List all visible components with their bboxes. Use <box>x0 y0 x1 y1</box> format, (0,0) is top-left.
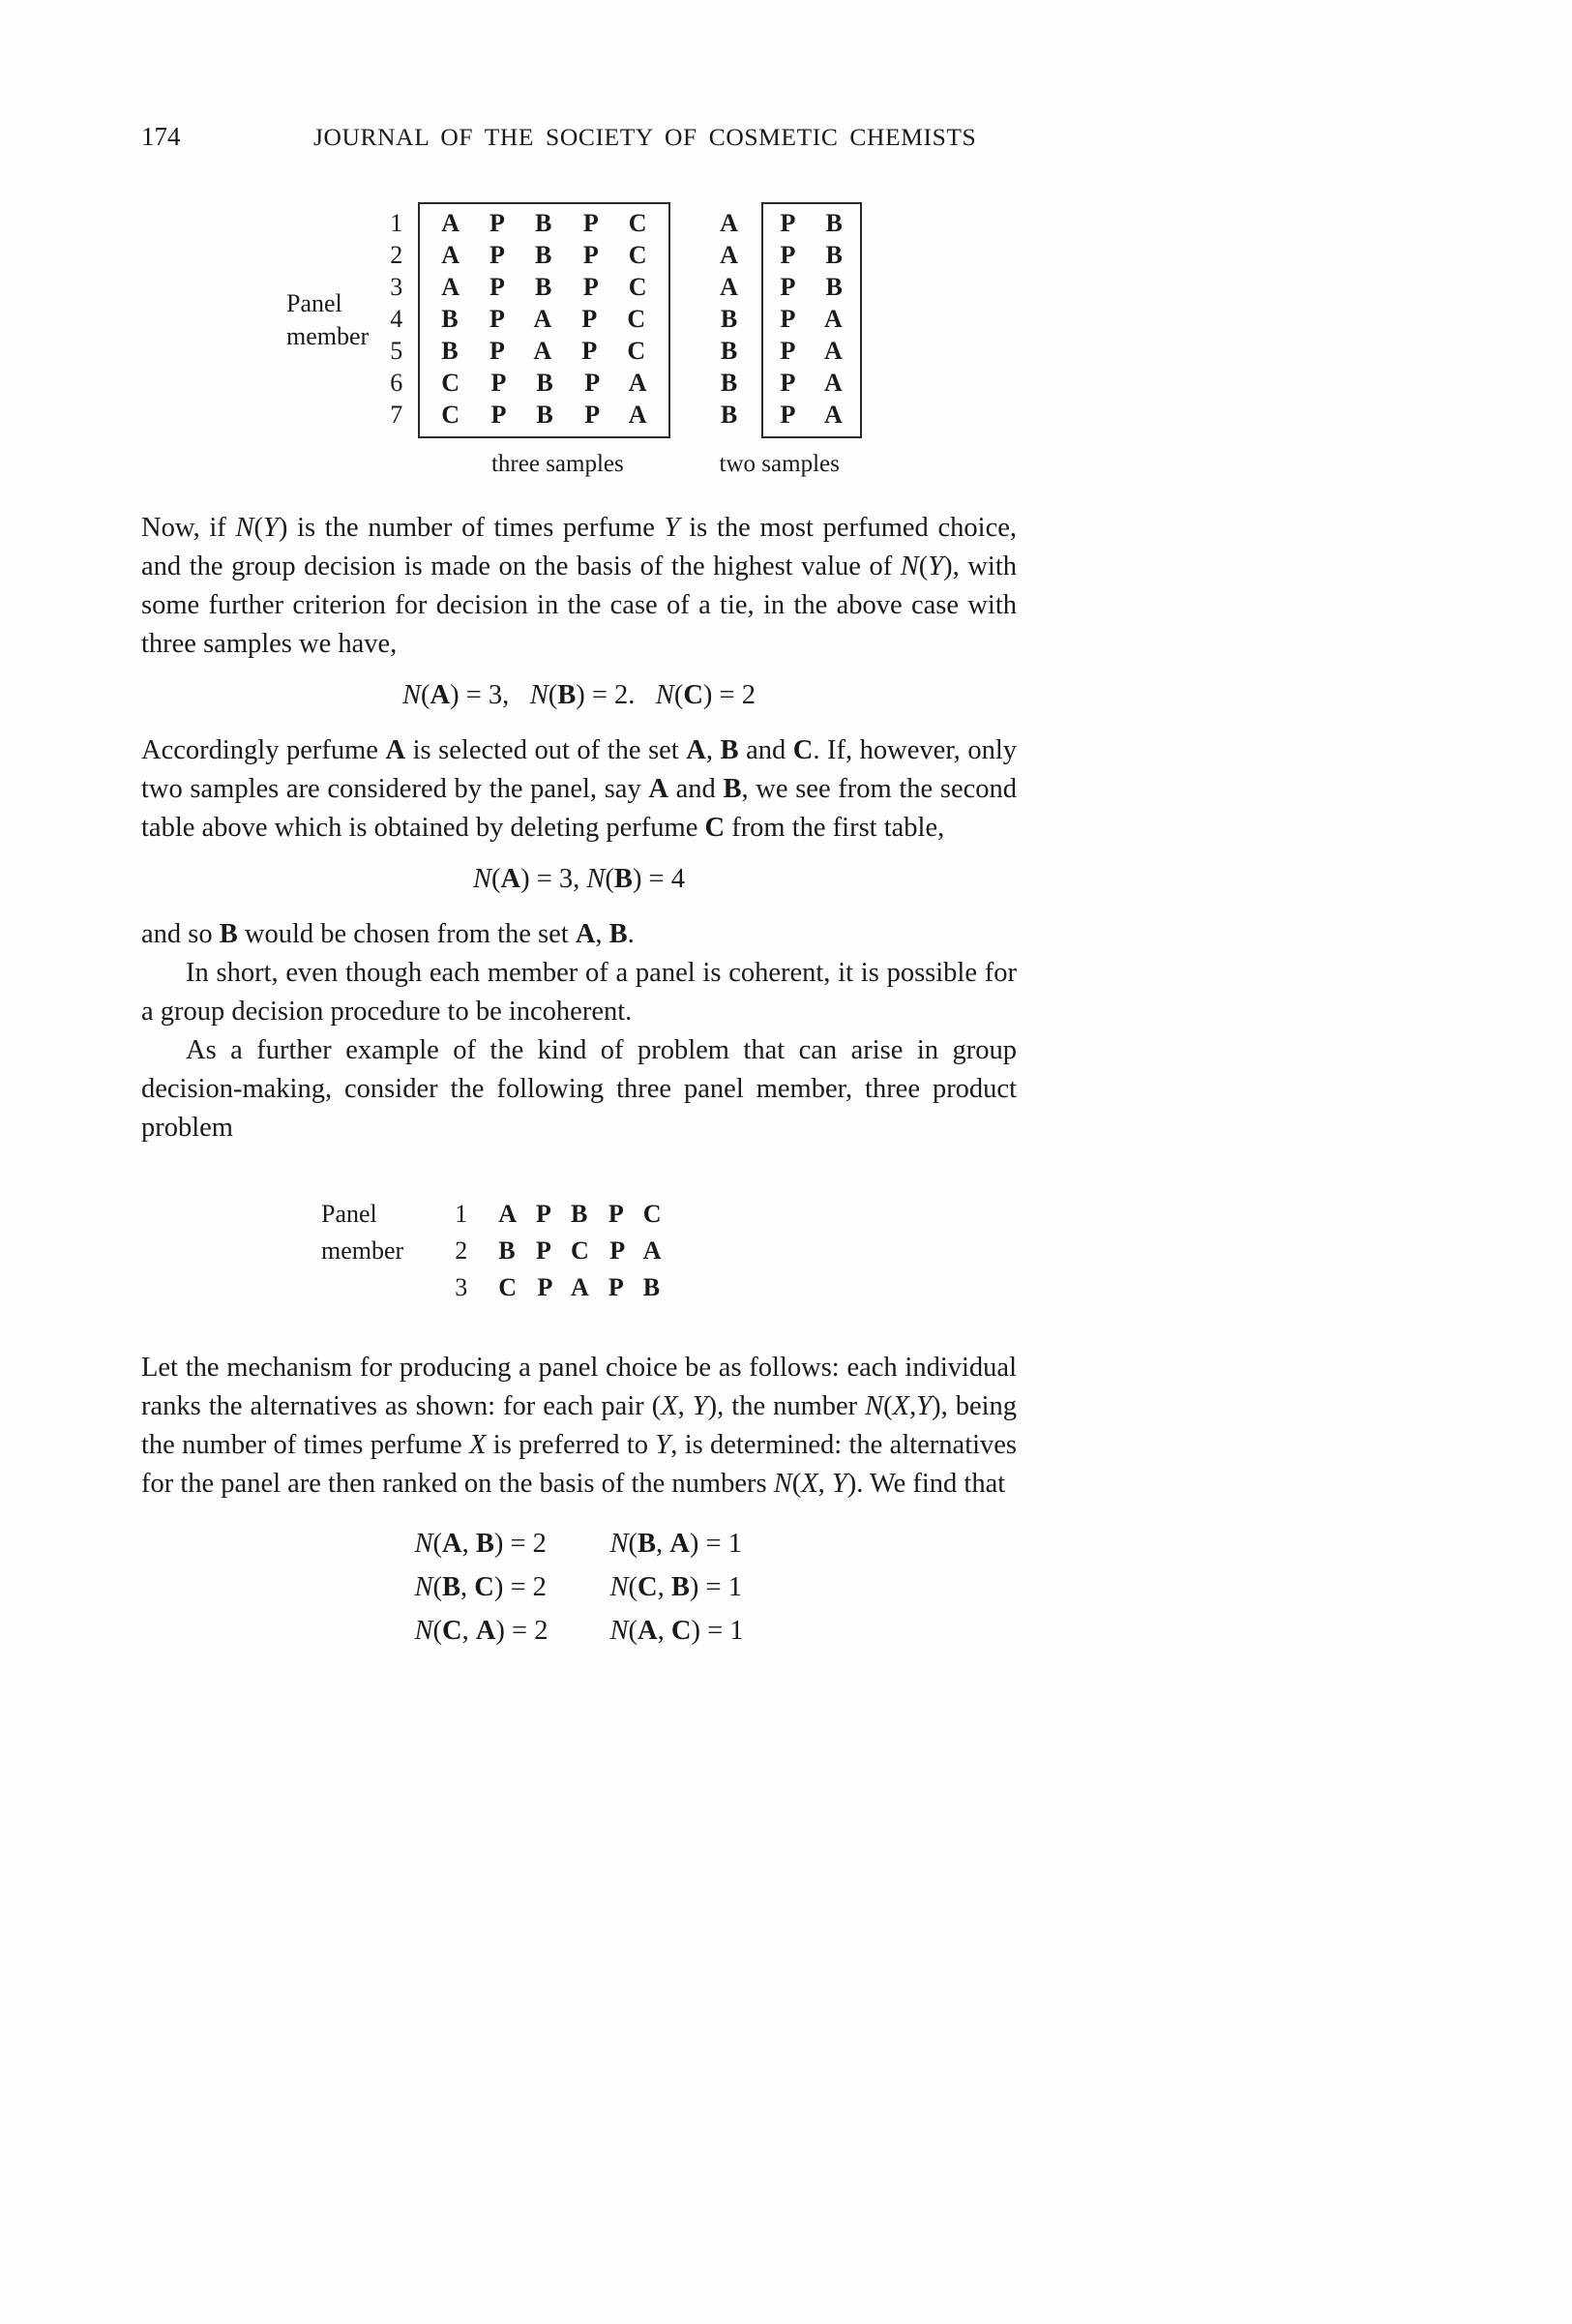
panel-label-line1: Panel <box>321 1200 377 1228</box>
two-samples-caption: two samples <box>719 451 840 477</box>
panel-label-line2: member <box>286 322 370 350</box>
table-row: P A <box>780 369 843 397</box>
row-number: 1 <box>455 1200 468 1228</box>
table-row: B P A P C <box>441 305 646 333</box>
row-number: 3 <box>455 1273 468 1301</box>
panel-label-line2: member <box>321 1236 404 1265</box>
table-row: C P B P A <box>441 401 647 429</box>
paragraph-mechanism: Let the mechanism for producing a panel choice be as follows: each individual ranks the alternatives as shown: for each pair (X, Y), the number N(X,Y), being the number of times perfume X is preferred to Y, is determined: the alternatives for the panel are then ranked on the basis of the numbers N(X, Y). We find that <box>141 1353 1018 1499</box>
table-row: P B <box>780 241 843 269</box>
table-row <box>442 1233 661 1269</box>
ranking-sequence: B P C P A <box>498 1236 662 1265</box>
two-samples-table <box>761 202 862 438</box>
table-cell: A <box>720 241 738 269</box>
three-member-table-figure <box>321 1196 1017 1306</box>
pairwise-counts-equations <box>141 1523 1017 1652</box>
equation-cell: N(C, B) = 1 <box>609 1572 742 1602</box>
row-number: 3 <box>390 273 403 301</box>
table-row: P A <box>780 401 843 429</box>
table-cell: B <box>720 305 738 333</box>
three-samples-caption: three samples <box>490 451 624 477</box>
paragraph-and-so-b: and so B would be chosen from the set A, B. <box>141 919 635 949</box>
journal-title: JOURNAL OF THE SOCIETY OF COSMETIC CHEMISTS <box>313 123 977 151</box>
row-number: 5 <box>390 337 403 365</box>
table-row: B P A P C <box>441 337 646 365</box>
table-row: P A <box>780 305 843 333</box>
row-number: 6 <box>390 369 403 397</box>
row-number: 2 <box>390 241 403 269</box>
table-cell: A <box>720 209 738 237</box>
equation-cell: N(A, C) = 1 <box>609 1616 744 1646</box>
table-row: P B <box>780 209 843 237</box>
row-number: 7 <box>390 401 403 429</box>
table-row: P A <box>780 337 843 365</box>
equation-cell: N(B, C) = 2 <box>414 1572 547 1602</box>
ranking-sequence: C P A P B <box>498 1273 661 1301</box>
equation-two-sample-counts: N(A) = 3, N(B) = 4 <box>472 864 686 894</box>
table-row: A P B P C <box>441 273 647 301</box>
equation-cell: N(C, A) = 2 <box>414 1616 549 1646</box>
row-number: 1 <box>390 209 403 237</box>
paragraph-in-short: In short, even though each member of a panel is coherent, it is possible for a group decision procedure to be incoherent. <box>141 958 1017 1027</box>
panel-label-line1: Panel <box>286 289 342 317</box>
paragraph-further-example: As a further example of the kind of problem that can arise in group decision-making, consider the following three panel member, three product problem <box>141 1035 1017 1143</box>
table-cell: B <box>720 369 738 397</box>
preference-tables-figure <box>286 202 1017 480</box>
three-samples-table <box>418 202 669 438</box>
table-row: C P B P A <box>441 369 647 397</box>
table-row: A P B P C <box>441 209 647 237</box>
table-row: P B <box>780 273 843 301</box>
equation-three-sample-counts: N(A) = 3, N(B) = 2. N(C) = 2 <box>402 680 756 710</box>
row-number: 2 <box>455 1236 468 1265</box>
row-number-column <box>390 202 402 438</box>
page-number: 174 <box>141 122 181 151</box>
table-cell: B <box>720 337 738 365</box>
table-cell: A <box>720 273 738 301</box>
equation-cell: N(B, A) = 1 <box>609 1529 742 1559</box>
two-samples-first-column <box>697 202 761 438</box>
table-row: A P B P C <box>441 241 647 269</box>
paragraph-ny-definition: Now, if N(Y) is the number of times perfume Y is the most perfumed choice, and the group decision is made on the basis of the highest value of N(Y), with some further criterion for decision in the case of a tie, in the above case with three samples we have, <box>141 513 1017 659</box>
three-member-table <box>442 1196 661 1306</box>
page-content <box>141 122 1017 1652</box>
ranking-sequence: A P B P C <box>498 1200 662 1228</box>
table-row <box>442 1196 661 1233</box>
table-row <box>442 1269 661 1306</box>
equation-cell: N(A, B) = 2 <box>414 1529 547 1559</box>
paragraph-accordingly: Accordingly perfume A is selected out of the set A, B and C. If, however, only two samples are considered by the panel, say A and B, we see from the second table above which is obtained by deleting perfume C from the first table, <box>141 735 1017 843</box>
row-number: 4 <box>390 305 403 333</box>
panel-member-label <box>286 287 369 353</box>
panel-member-label-2 <box>321 1196 403 1306</box>
running-head <box>141 122 1017 152</box>
table-cell: B <box>720 401 738 429</box>
